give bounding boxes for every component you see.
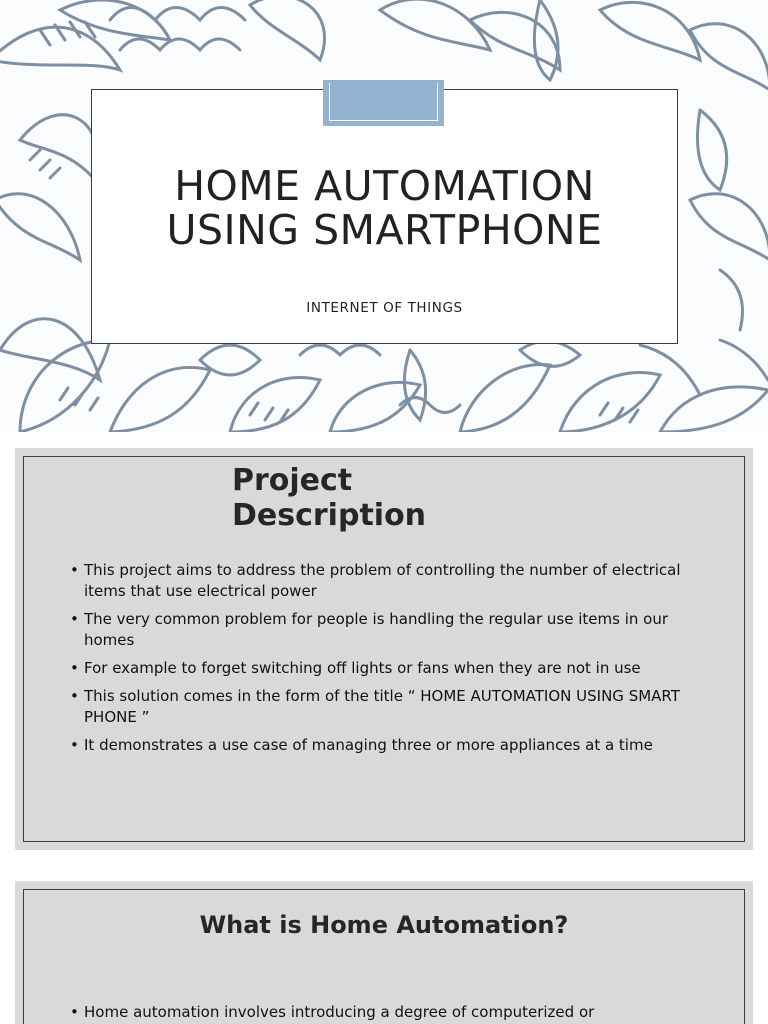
title-slide — [0, 0, 768, 432]
slide-title-line-1: Project — [232, 463, 353, 498]
bullet-item: • It demonstrates a use case of managing three or more appliances at a time — [70, 735, 700, 756]
title-line-2: USING SMARTPHONE — [166, 206, 603, 254]
bullet-item: • For example to forget switching off lights or fans when they are not in use — [70, 658, 700, 679]
presentation-title — [91, 164, 678, 252]
bullet-item: • This project aims to address the problem of controlling the number of electrical items that use electrical power — [70, 560, 700, 602]
project-description-slide — [15, 448, 753, 850]
title-line-1: HOME AUTOMATION — [174, 162, 595, 210]
bullet-item: • Home automation involves introducing a degree of computerized or — [70, 1002, 700, 1023]
title-accent-tab — [323, 80, 444, 126]
presentation-subtitle: INTERNET OF THINGS — [306, 300, 463, 316]
slide-title-line-2: Description — [232, 498, 427, 533]
bullet-list — [70, 560, 700, 763]
slide-title: What is Home Automation? — [199, 911, 569, 939]
bullet-item: • This solution comes in the form of the title “ HOME AUTOMATION USING SMART PHONE ” — [70, 686, 700, 728]
what-is-home-automation-slide — [15, 881, 753, 1024]
bullet-list — [70, 1002, 700, 1024]
bullet-item: • The very common problem for people is handling the regular use items in our homes — [70, 609, 700, 651]
slide-title — [232, 463, 426, 533]
